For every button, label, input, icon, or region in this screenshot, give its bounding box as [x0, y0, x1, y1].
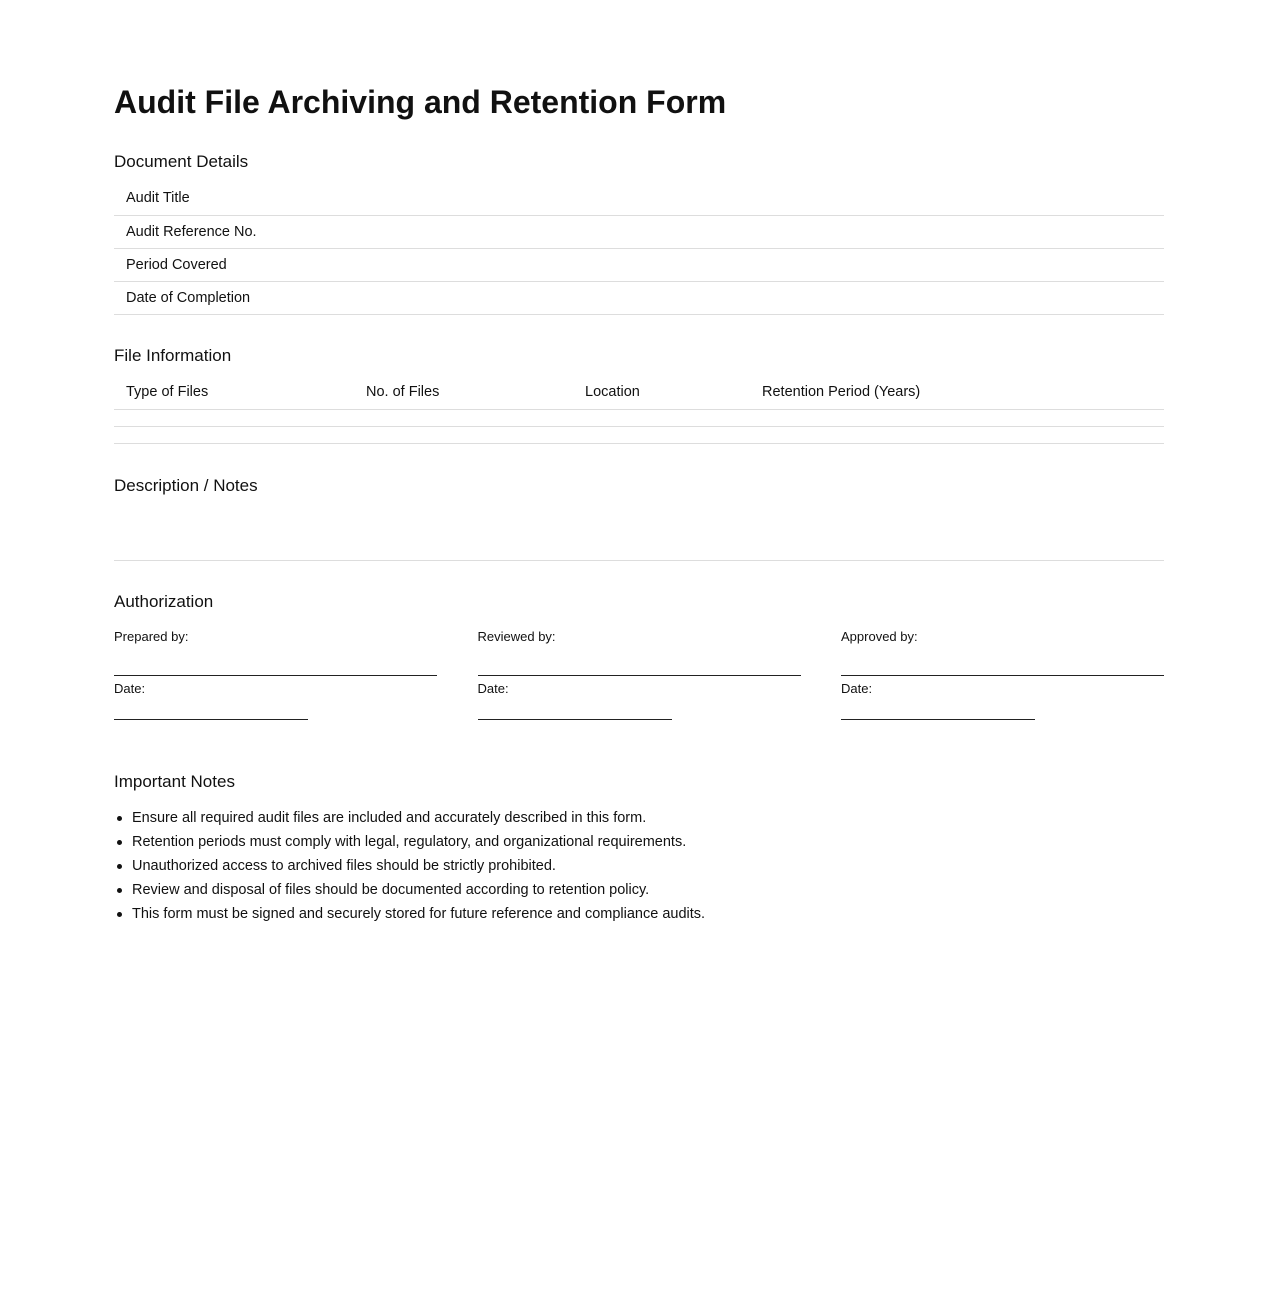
list-item-text: Retention periods must comply with legal, regulatory, and organizational requirements. [132, 833, 687, 850]
date-label: Date: [477, 680, 509, 696]
list-item-text: Unauthorized access to archived files should be strictly prohibited. [132, 857, 556, 874]
signer-label: Reviewed by: [477, 628, 556, 644]
date-line[interactable] [478, 719, 672, 720]
authorization-signatures [114, 629, 1164, 720]
list-item-text: Ensure all required audit files are included and accurately described in this form. [132, 809, 647, 826]
document-details-heading: Document Details [114, 152, 249, 171]
signer-label: Prepared by: [114, 628, 189, 644]
description-notes-field[interactable] [114, 496, 1164, 561]
list-item [132, 902, 1164, 926]
bullet-icon [117, 840, 122, 845]
bullet-icon [117, 864, 122, 869]
table-cell[interactable] [750, 409, 1164, 426]
authorization-heading: Authorization [114, 591, 214, 611]
list-item [132, 806, 1164, 830]
file-table-header-row [114, 376, 1164, 410]
list-item [132, 878, 1164, 902]
table-cell[interactable] [354, 426, 573, 443]
detail-row-audit-title[interactable] [114, 182, 1164, 215]
description-notes-heading: Description / Notes [114, 475, 258, 495]
list-item [132, 854, 1164, 878]
list-item [132, 830, 1164, 854]
bullet-icon [117, 888, 122, 893]
date-label: Date: [114, 680, 146, 696]
detail-row-period-covered[interactable] [114, 248, 1164, 281]
table-row[interactable] [114, 426, 1164, 443]
detail-label: Date of Completion [126, 289, 251, 306]
signature-line[interactable] [841, 675, 1164, 676]
column-header-location: Location [573, 376, 750, 410]
detail-row-reference-no[interactable] [114, 215, 1164, 248]
form-page [114, 0, 1164, 926]
table-cell[interactable] [573, 426, 750, 443]
date-label: Date: [841, 680, 873, 696]
table-cell[interactable] [114, 426, 354, 443]
table-cell[interactable] [354, 409, 573, 426]
column-header-retention: Retention Period (Years) [750, 376, 1164, 410]
signer-prepared-by [114, 629, 437, 720]
date-line[interactable] [114, 719, 308, 720]
page-title: Audit File Archiving and Retention Form [114, 84, 727, 120]
signer-approved-by [841, 629, 1164, 720]
important-notes-list [114, 806, 1164, 926]
signature-line[interactable] [114, 675, 437, 676]
list-item-text: This form must be signed and securely stored for future reference and compliance audits. [132, 905, 706, 922]
signature-line[interactable] [478, 675, 801, 676]
bullet-icon [117, 912, 122, 917]
document-details-table [114, 182, 1164, 315]
bullet-icon [117, 816, 122, 821]
list-item-text: Review and disposal of files should be documented according to retention policy. [132, 881, 650, 898]
signer-label: Approved by: [841, 628, 918, 644]
table-cell[interactable] [573, 409, 750, 426]
column-header-count: No. of Files [354, 376, 573, 410]
file-information-heading: File Information [114, 345, 232, 365]
important-notes-heading: Important Notes [114, 771, 235, 791]
date-line[interactable] [841, 719, 1035, 720]
detail-label: Audit Reference No. [126, 223, 257, 240]
table-cell[interactable] [750, 426, 1164, 443]
file-information-table [114, 376, 1164, 444]
detail-label: Period Covered [126, 256, 227, 273]
detail-label: Audit Title [126, 190, 190, 207]
column-header-type: Type of Files [114, 376, 354, 410]
detail-row-date-completion[interactable] [114, 281, 1164, 314]
table-cell[interactable] [114, 409, 354, 426]
signer-reviewed-by [478, 629, 801, 720]
table-row[interactable] [114, 409, 1164, 426]
